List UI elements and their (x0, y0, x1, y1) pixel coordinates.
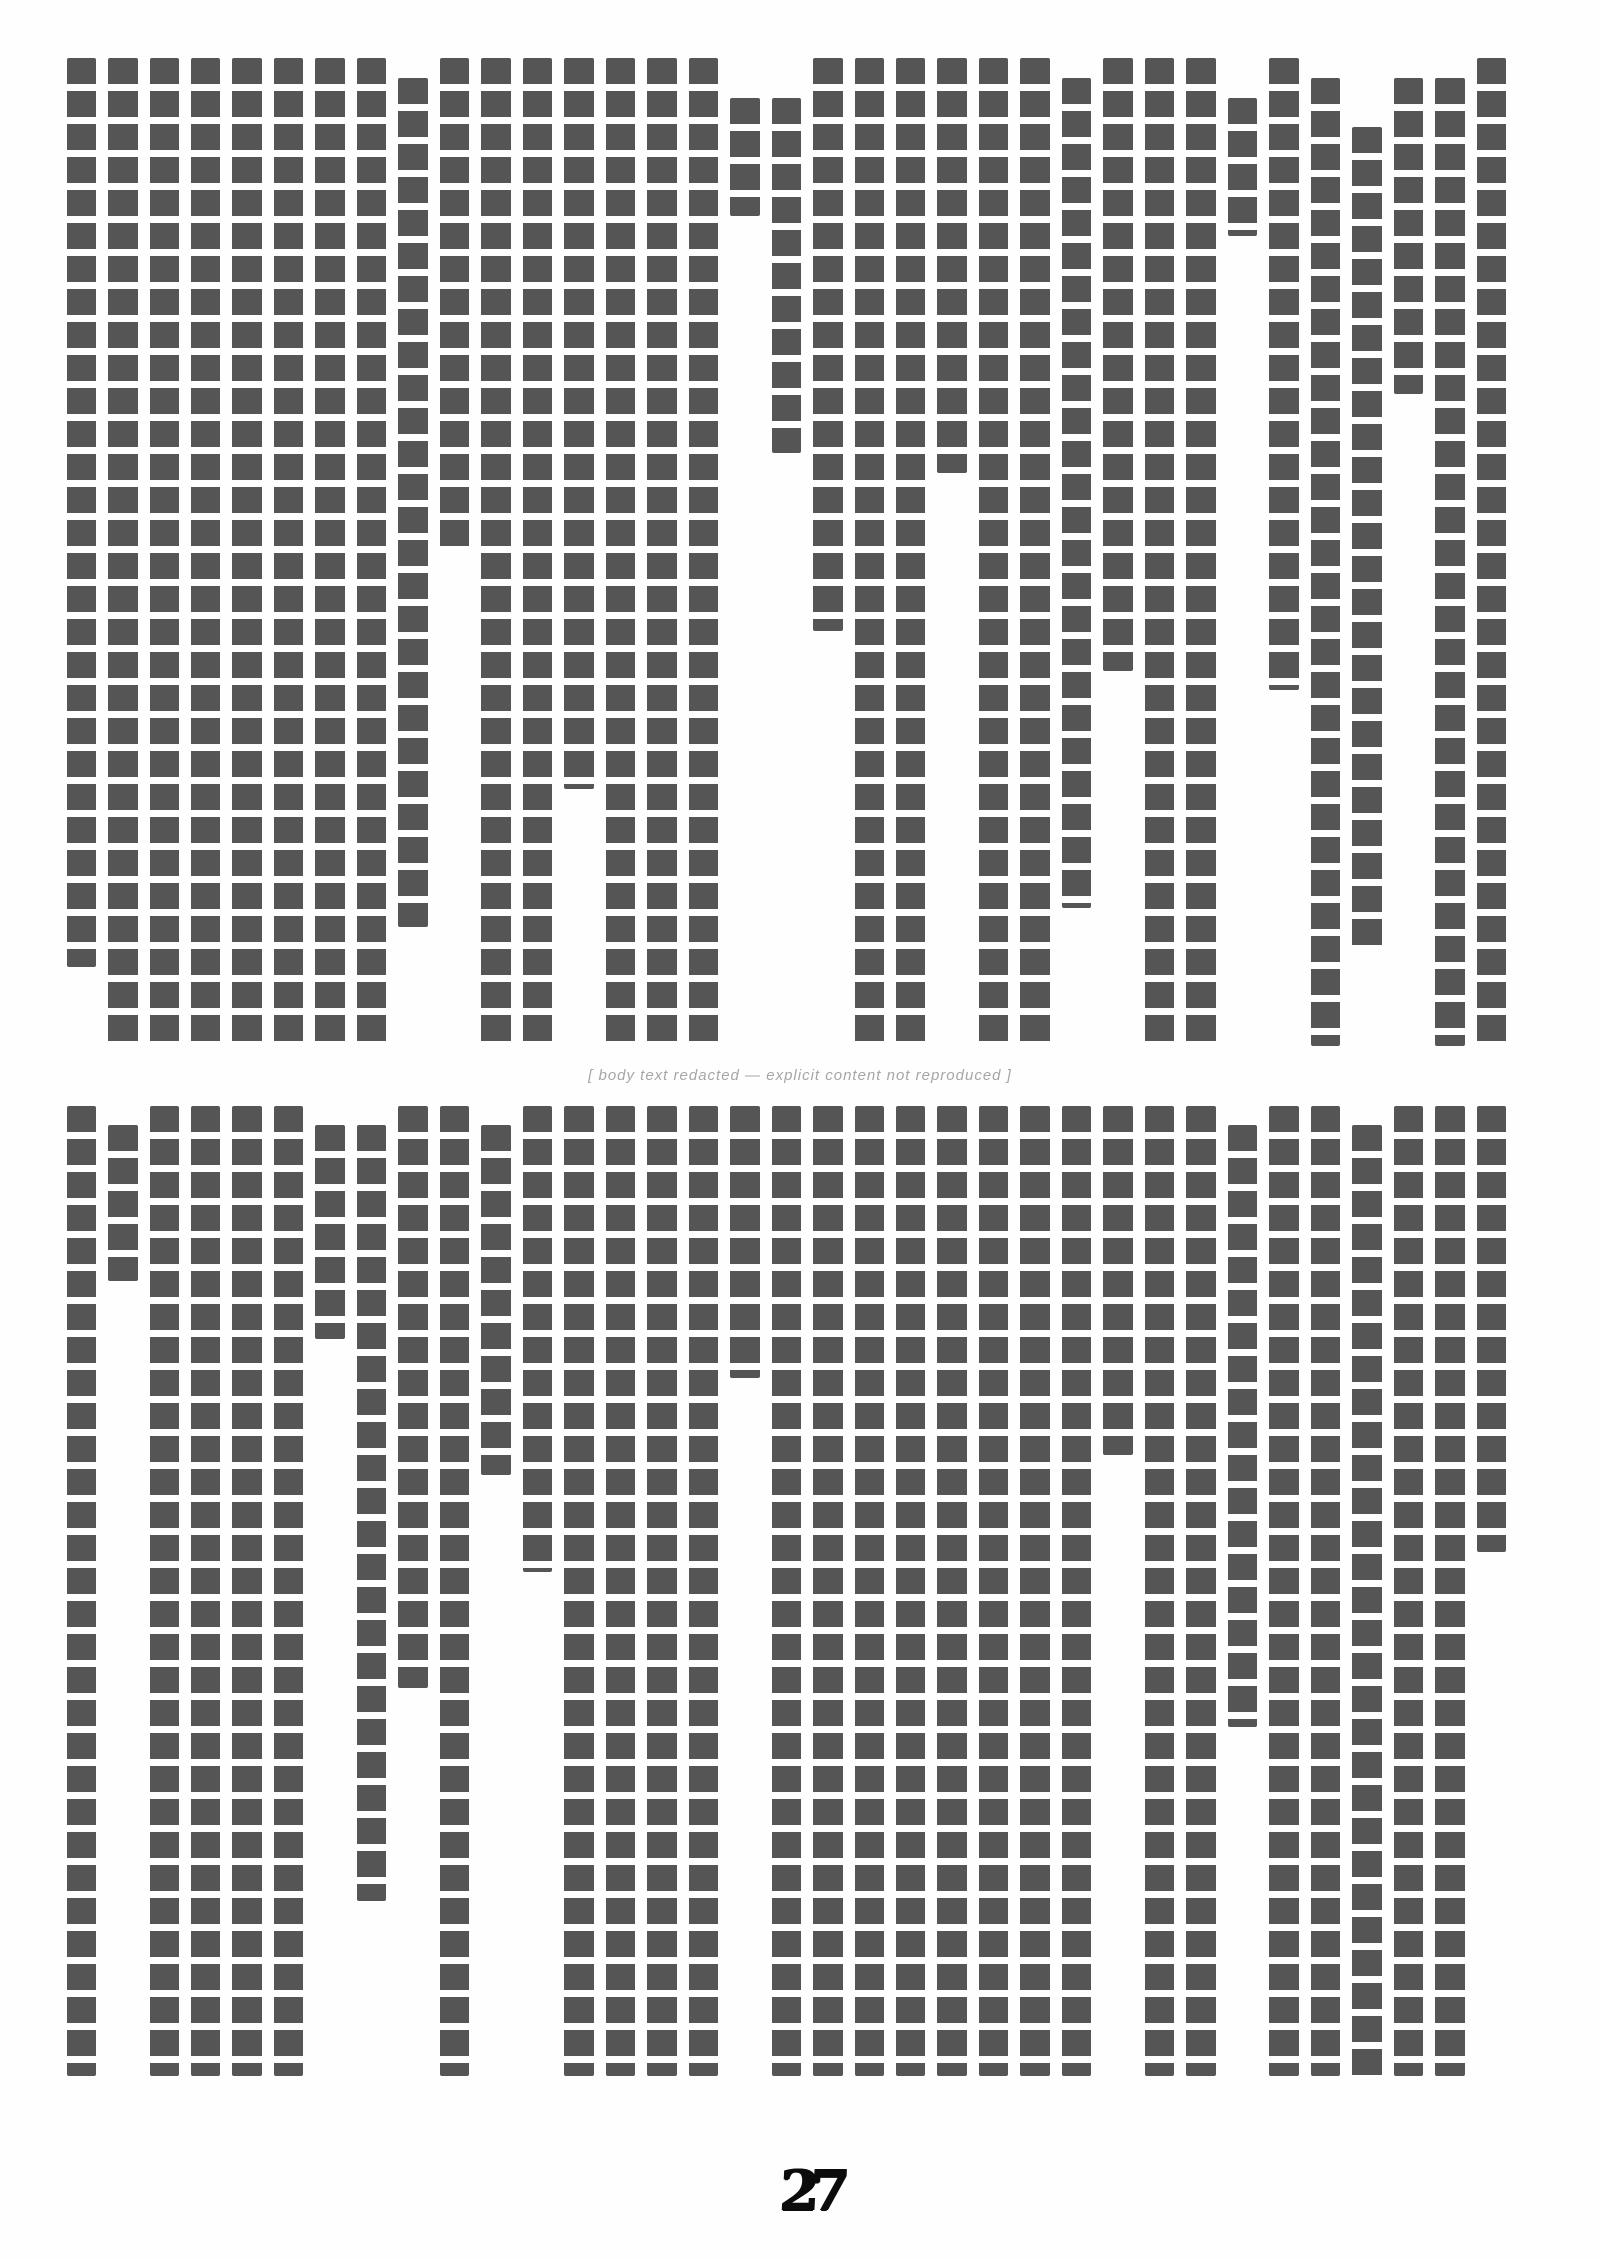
redacted-text-column (1180, 58, 1221, 1046)
redacted-text-column (1014, 58, 1055, 1046)
redacted-text-column (641, 58, 682, 1046)
redacted-text-column (600, 1106, 641, 2076)
redacted-text-column (102, 1106, 143, 2076)
redacted-text-run (1145, 58, 1174, 1046)
redacted-text-run (232, 58, 261, 1046)
redacted-text-column (185, 58, 226, 1046)
redacted-text-run (937, 1106, 966, 2076)
redacted-text-run (191, 1106, 220, 2076)
redacted-text-column (475, 1106, 516, 2076)
redacted-text-run (813, 58, 842, 631)
redacted-text-run (1311, 78, 1340, 1046)
redacted-text-run (730, 1106, 759, 1378)
redacted-text-column (973, 58, 1014, 1046)
redacted-text-column (683, 58, 724, 1046)
redacted-text-column (1097, 58, 1138, 1046)
redacted-text-column (61, 58, 102, 1046)
redacted-text-run (1477, 58, 1506, 1046)
redacted-text-run (1145, 1106, 1174, 2076)
redacted-text-run (937, 58, 966, 473)
redacted-text-run (481, 58, 510, 1046)
redacted-text-column (558, 58, 599, 1046)
redacted-text-run (440, 1106, 469, 2076)
redacted-text-column (1471, 58, 1512, 1046)
redacted-text-column (1305, 1106, 1346, 2076)
redacted-text-column (309, 58, 350, 1046)
redacted-text-column (807, 1106, 848, 2076)
redacted-text-column (1263, 58, 1304, 1046)
redacted-text-column (931, 58, 972, 1046)
redacted-text-column (890, 58, 931, 1046)
redaction-notice: [ body text redacted — explicit content not reproduced ] (588, 1067, 1012, 1084)
redacted-text-run (772, 1106, 801, 2076)
redacted-text-run (647, 58, 676, 1046)
redacted-text-run (1062, 78, 1091, 908)
redacted-text-run (1477, 1106, 1506, 1552)
redacted-text-run (1228, 1125, 1257, 1726)
redacted-text-column (268, 58, 309, 1046)
redacted-text-run (108, 58, 137, 1046)
redacted-text-column (517, 58, 558, 1046)
redacted-text-column (268, 1106, 309, 2076)
redacted-text-column (392, 58, 433, 1046)
redacted-text-run (1186, 58, 1215, 1046)
redacted-text-run (1269, 58, 1298, 690)
redacted-text-run (481, 1125, 510, 1474)
redacted-text-run (1228, 98, 1257, 236)
redacted-text-column (1222, 1106, 1263, 2076)
redacted-text-run (772, 98, 801, 454)
redacted-text-run (1269, 1106, 1298, 2076)
redacted-text-run (357, 1125, 386, 1901)
redacted-text-run (523, 1106, 552, 1572)
redacted-text-run (1020, 1106, 1049, 2076)
redacted-text-column (1346, 58, 1387, 1046)
redacted-text-column (309, 1106, 350, 2076)
redacted-text-column (1139, 58, 1180, 1046)
redacted-text-column (1056, 58, 1097, 1046)
redacted-text-run (1352, 1125, 1381, 2076)
redacted-text-run (979, 58, 1008, 1046)
redacted-text-run (315, 58, 344, 1046)
redacted-text-column (434, 1106, 475, 2076)
redacted-text-run (1435, 1106, 1464, 2076)
redacted-text-run (274, 58, 303, 1046)
redacted-text-column (849, 1106, 890, 2076)
redacted-text-column (1429, 1106, 1470, 2076)
redacted-text-run (67, 1106, 96, 2076)
redacted-text-column (600, 58, 641, 1046)
redacted-text-column (61, 1106, 102, 2076)
redacted-text-column (807, 58, 848, 1046)
redacted-text-column (1097, 1106, 1138, 2076)
redacted-text-column (351, 1106, 392, 2076)
redacted-text-run (1352, 127, 1381, 947)
redacted-text-column (1014, 1106, 1055, 2076)
redacted-text-column (1139, 1106, 1180, 2076)
redacted-text-run (855, 1106, 884, 2076)
redacted-text-column (102, 58, 143, 1046)
redacted-text-column (1180, 1106, 1221, 2076)
redacted-text-run (1062, 1106, 1091, 2076)
redacted-text-column (683, 1106, 724, 2076)
redacted-text-run (191, 58, 220, 1046)
redacted-text-run (689, 58, 718, 1046)
redacted-text-column (226, 58, 267, 1046)
redacted-text-run (108, 1125, 137, 1280)
top-text-block (60, 58, 1512, 1046)
redacted-text-run (1186, 1106, 1215, 2076)
redacted-text-run (564, 58, 593, 789)
redacted-text-column (1056, 1106, 1097, 2076)
redacted-text-column (1305, 58, 1346, 1046)
redacted-text-run (1020, 58, 1049, 1046)
redacted-text-column (641, 1106, 682, 2076)
redacted-text-run (232, 1106, 261, 2076)
page-number: 27 (778, 2158, 842, 2224)
redacted-text-column (724, 1106, 765, 2076)
redacted-text-column (1222, 58, 1263, 1046)
redacted-text-run (564, 1106, 593, 2076)
redacted-text-column (517, 1106, 558, 2076)
redacted-text-column (1388, 58, 1429, 1046)
redacted-text-column (973, 1106, 1014, 2076)
redacted-text-column (1471, 1106, 1512, 2076)
redacted-text-run (398, 78, 427, 928)
redacted-text-run (1311, 1106, 1340, 2076)
redacted-text-column (766, 1106, 807, 2076)
redacted-text-run (647, 1106, 676, 2076)
redacted-text-run (523, 58, 552, 1046)
redacted-text-column (724, 58, 765, 1046)
redacted-text-column (226, 1106, 267, 2076)
redacted-text-run (150, 1106, 179, 2076)
redacted-text-run (1103, 58, 1132, 671)
redacted-text-run (855, 58, 884, 1046)
redacted-text-column (185, 1106, 226, 2076)
redacted-text-column (1429, 58, 1470, 1046)
redacted-text-column (1346, 1106, 1387, 2076)
redacted-text-run (606, 58, 635, 1046)
redacted-text-column (1388, 1106, 1429, 2076)
redacted-text-run (606, 1106, 635, 2076)
redacted-text-run (1394, 1106, 1423, 2076)
bottom-text-block (60, 1106, 1512, 2076)
redacted-text-column (1263, 1106, 1304, 2076)
redacted-text-run (1435, 78, 1464, 1046)
redacted-text-run (1103, 1106, 1132, 1455)
redacted-text-column (475, 58, 516, 1046)
redacted-text-run (730, 98, 759, 217)
redacted-text-run (274, 1106, 303, 2076)
redacted-text-run (896, 1106, 925, 2076)
redacted-text-column (931, 1106, 972, 2076)
redacted-text-run (398, 1106, 427, 1688)
redacted-text-run (1394, 78, 1423, 394)
redacted-text-run (315, 1125, 344, 1338)
redacted-text-run (357, 58, 386, 1046)
redacted-text-column (890, 1106, 931, 2076)
redacted-text-column (144, 1106, 185, 2076)
redacted-text-column (351, 58, 392, 1046)
redacted-text-column (766, 58, 807, 1046)
redacted-text-run (440, 58, 469, 552)
redacted-text-run (150, 58, 179, 1046)
redacted-text-run (813, 1106, 842, 2076)
redacted-text-column (392, 1106, 433, 2076)
redacted-text-column (558, 1106, 599, 2076)
redacted-text-column (849, 58, 890, 1046)
redacted-text-run (67, 58, 96, 967)
redacted-text-run (689, 1106, 718, 2076)
redacted-text-column (434, 58, 475, 1046)
redacted-text-column (144, 58, 185, 1046)
redacted-text-run (896, 58, 925, 1046)
redacted-text-run (979, 1106, 1008, 2076)
